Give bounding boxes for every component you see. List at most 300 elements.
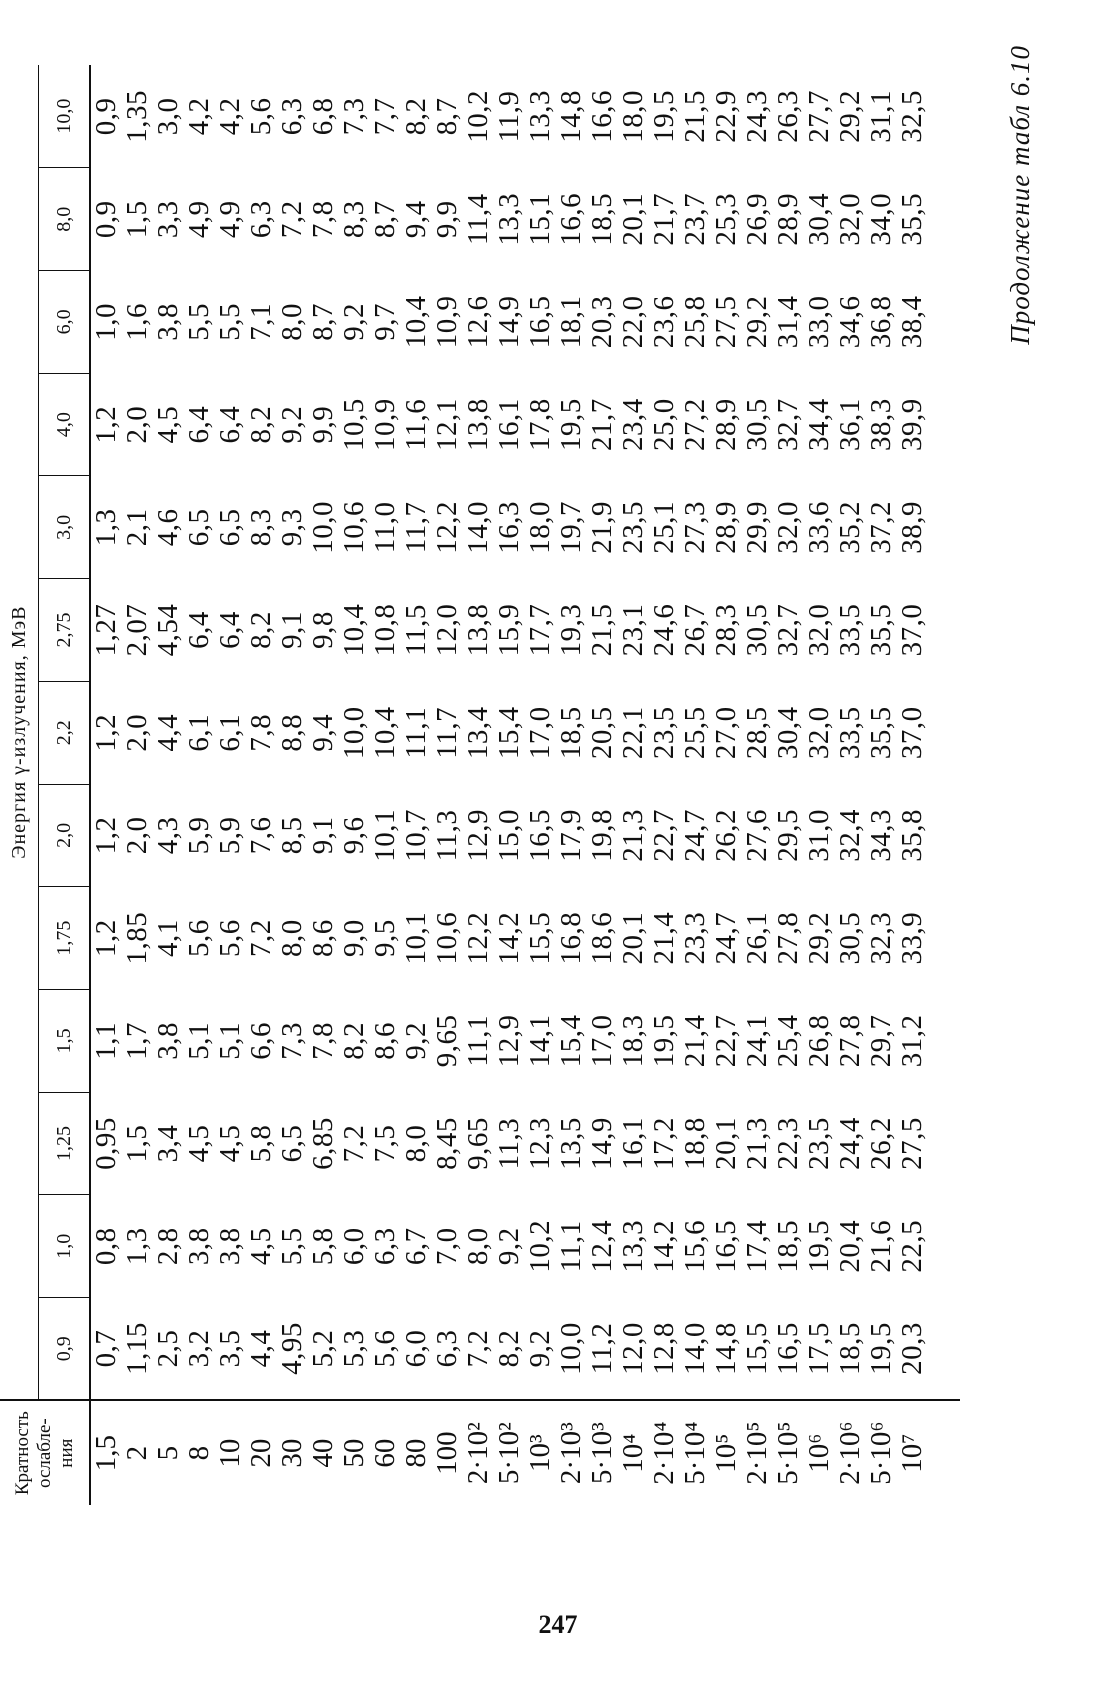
table-cell: 14,0 [462, 500, 494, 554]
table-cell: 14,2 [648, 1219, 680, 1273]
table-cell: 9,5 [369, 919, 401, 957]
table-cell: 38,9 [896, 500, 928, 554]
table-cell: 33,5 [834, 706, 866, 760]
table-cell: 1,2 [90, 816, 122, 855]
table-cell: 8,0 [276, 303, 308, 341]
table-cell: 16,5 [524, 809, 556, 862]
row-header [0, 1400, 90, 1505]
table-cell: 18,8 [679, 1117, 711, 1170]
table-cell: 19,3 [555, 603, 587, 657]
row-label: 5·10² [493, 1422, 525, 1485]
table-cell: 26,7 [679, 603, 711, 657]
table-cell: 23,6 [648, 295, 680, 349]
value-column [90, 373, 960, 476]
table-cell: 10,6 [338, 500, 370, 554]
table-cell: 9,4 [400, 200, 432, 239]
table-cell: 1,85 [121, 911, 153, 965]
table-cell: 23,3 [679, 911, 711, 965]
table-cell: 4,5 [245, 1227, 277, 1266]
table-cell: 26,3 [772, 90, 804, 143]
table-cell: 18,0 [524, 500, 556, 554]
table-cell: 33,6 [803, 500, 835, 554]
table-cell: 25,3 [710, 192, 742, 246]
table-cell: 1,7 [121, 1021, 153, 1060]
table-cell: 6,8 [307, 97, 339, 136]
table-cell: 4,5 [152, 405, 184, 444]
table-cell: 5,5 [276, 1227, 308, 1266]
row-header-line: ослабле- [33, 1418, 55, 1489]
table-cell: 9,65 [462, 1117, 494, 1170]
table-cell: 7,8 [245, 713, 277, 752]
column-header-row [39, 65, 91, 1505]
table-cell: 8,2 [245, 405, 277, 444]
table-cell: 15,0 [493, 809, 525, 862]
table-cell: 30,5 [741, 603, 773, 657]
value-column [90, 989, 960, 1092]
table-cell: 1,2 [90, 405, 122, 444]
row-label: 5·10⁴ [679, 1421, 711, 1485]
table-cell: 5,3 [338, 1329, 370, 1368]
table-cell: 32,3 [865, 911, 897, 965]
table-cell: 17,0 [524, 706, 556, 760]
table-cell: 8,0 [462, 1227, 494, 1266]
table-cell: 34,3 [865, 809, 897, 862]
row-label: 8 [183, 1445, 215, 1461]
table-cell: 8,2 [338, 1021, 370, 1060]
table-cell: 7,8 [307, 1021, 339, 1060]
table-cell: 27,2 [679, 398, 711, 451]
table-cell: 9,7 [369, 303, 401, 341]
table-cell: 32,5 [896, 90, 928, 143]
table-cell: 18,5 [772, 1219, 804, 1273]
table-cell: 2,8 [152, 1227, 184, 1266]
table-cell: 10,9 [369, 398, 401, 451]
table-cell: 32,7 [772, 398, 804, 451]
table-cell: 37,2 [865, 500, 897, 554]
table-cell: 16,6 [586, 90, 618, 143]
table-cell: 4,1 [152, 919, 184, 957]
table-cell: 21,7 [586, 398, 618, 451]
value-column [90, 271, 960, 374]
table-cell: 26,1 [741, 911, 773, 965]
table-cell: 13,3 [524, 90, 556, 143]
table-cell: 24,7 [710, 911, 742, 965]
table-cell: 18,0 [617, 90, 649, 143]
table-cell: 32,0 [803, 706, 835, 760]
table-cell: 21,9 [586, 500, 618, 554]
table-cell: 19,5 [648, 1014, 680, 1068]
table-cell: 20,1 [710, 1117, 742, 1170]
table-cell: 17,8 [524, 398, 556, 451]
table-cell: 15,6 [679, 1219, 711, 1273]
table-cell: 17,7 [524, 603, 556, 657]
value-column [90, 168, 960, 271]
table-cell: 31,0 [803, 809, 835, 862]
table-cell: 19,5 [555, 398, 587, 451]
table-cell: 20,1 [617, 192, 649, 246]
table-cell: 7,2 [338, 1124, 370, 1163]
attenuation-table [0, 65, 960, 1505]
table-cell: 9,9 [431, 200, 463, 239]
table-cell: 24,1 [741, 1014, 773, 1068]
table-cell: 26,2 [865, 1117, 897, 1170]
table-cell: 28,3 [710, 603, 742, 657]
table-cell: 6,3 [431, 1329, 463, 1368]
table-cell: 6,1 [214, 713, 246, 752]
table-cell: 29,5 [772, 809, 804, 862]
table-cell: 3,8 [214, 1227, 246, 1266]
row-label: 2 [121, 1445, 153, 1461]
table-cell: 3,8 [183, 1227, 215, 1266]
table-cell: 5,9 [214, 816, 246, 855]
table-cell: 20,3 [586, 295, 618, 349]
value-column [90, 1298, 960, 1401]
table-cell: 6,3 [276, 97, 308, 136]
table-cell: 6,3 [245, 200, 277, 239]
table-cell: 8,2 [400, 97, 432, 136]
table-cell: 9,65 [431, 1014, 463, 1068]
table-cell: 4,2 [214, 97, 246, 136]
table-cell: 14,0 [679, 1322, 711, 1375]
table-cell: 31,1 [865, 90, 897, 143]
table-cell: 35,5 [865, 603, 897, 657]
table-cell: 6,0 [338, 1227, 370, 1266]
table-cell: 23,7 [679, 192, 711, 246]
table-cell: 10,4 [369, 706, 401, 760]
table-cell: 9,4 [307, 713, 339, 752]
table-cell: 12,9 [462, 809, 494, 862]
table-cell: 6,7 [400, 1227, 432, 1266]
row-label: 2·10² [462, 1422, 494, 1485]
table-cell: 20,3 [896, 1322, 928, 1375]
table-cell: 14,1 [524, 1014, 556, 1068]
table-cell: 18,5 [586, 192, 618, 246]
table-cell: 12,2 [462, 911, 494, 965]
table-cell: 22,7 [648, 809, 680, 862]
table-cell: 13,3 [617, 1219, 649, 1273]
table-cell: 11,3 [431, 809, 463, 862]
table-cell: 9,1 [276, 611, 308, 649]
table-cell: 8,3 [338, 200, 370, 239]
table-cell: 8,0 [276, 919, 308, 957]
table-cell: 1,3 [121, 1227, 153, 1266]
table-cell: 14,8 [555, 90, 587, 143]
table-cell: 15,1 [524, 192, 556, 246]
table-cell: 2,0 [121, 816, 153, 855]
table-cell: 9,2 [338, 303, 370, 341]
table-cell: 10,9 [431, 295, 463, 349]
table-cell: 1,5 [121, 1124, 153, 1163]
table-cell: 22,0 [617, 295, 649, 349]
table-cell: 20,4 [834, 1219, 866, 1273]
table-cell: 15,5 [741, 1322, 773, 1375]
table-cell: 1,2 [90, 713, 122, 752]
table-cell: 5,6 [369, 1329, 401, 1368]
table-cell: 7,2 [245, 919, 277, 957]
table-cell: 16,6 [555, 192, 587, 246]
table-cell: 3,0 [152, 97, 184, 136]
table-cell: 9,6 [338, 816, 370, 855]
table-cell: 19,5 [648, 90, 680, 143]
column-header: 1,5 [39, 989, 91, 1092]
table-cell: 9,2 [493, 1227, 525, 1266]
table-cell: 6,5 [214, 508, 246, 547]
table-cell: 35,8 [896, 809, 928, 862]
table-cell: 10,0 [307, 500, 339, 554]
table-cell: 8,7 [369, 200, 401, 239]
table-cell: 35,5 [896, 192, 928, 246]
table-cell: 34,6 [834, 295, 866, 349]
table-cell: 19,8 [586, 809, 618, 862]
column-header: 8,0 [39, 168, 91, 271]
table-cell: 1,2 [90, 919, 122, 957]
table-cell: 17,2 [648, 1117, 680, 1170]
table-cell: 30,5 [741, 398, 773, 451]
table-cell: 2,0 [121, 713, 153, 752]
table-cell: 21,4 [648, 911, 680, 965]
row-label: 5·10⁵ [772, 1421, 804, 1485]
value-column [90, 887, 960, 990]
table-cell: 32,7 [772, 603, 804, 657]
row-label: 10⁷ [896, 1433, 928, 1473]
value-column [90, 65, 960, 168]
table-cell: 29,2 [834, 90, 866, 143]
row-header-line: ния [55, 1438, 77, 1468]
table-cell: 7,3 [276, 1021, 308, 1060]
table-cell: 17,4 [741, 1219, 773, 1273]
table-cell: 1,0 [90, 303, 122, 341]
row-header-line: Кратность [11, 1411, 33, 1496]
row-label: 10³ [524, 1434, 556, 1472]
table-cell: 3,5 [214, 1329, 246, 1368]
table-cell: 11,6 [400, 398, 432, 451]
table-cell: 8,8 [276, 713, 308, 752]
table-cell: 2,1 [121, 508, 153, 547]
table-cell: 38,4 [896, 295, 928, 349]
column-header: 1,0 [39, 1195, 91, 1298]
table-cell: 32,0 [772, 500, 804, 554]
table-cell: 13,8 [462, 603, 494, 657]
table-cell: 12,8 [648, 1322, 680, 1375]
table-cell: 4,9 [183, 200, 215, 239]
table-cell: 24,7 [679, 809, 711, 862]
table-cell: 8,45 [431, 1117, 463, 1170]
table-cell: 1,3 [90, 508, 122, 547]
column-header: 0,9 [39, 1298, 91, 1401]
table-cell: 3,3 [152, 200, 184, 239]
table-cell: 26,8 [803, 1014, 835, 1068]
table-cell: 37,0 [896, 706, 928, 760]
table-cell: 8,2 [245, 611, 277, 649]
table-cell: 4,5 [183, 1124, 215, 1163]
table-cell: 25,8 [679, 295, 711, 349]
table-cell: 31,2 [896, 1014, 928, 1068]
table-cell: 14,8 [710, 1322, 742, 1375]
table-cell: 32,4 [834, 809, 866, 862]
table-cell: 6,85 [307, 1117, 339, 1170]
table-cell: 11,7 [431, 706, 463, 759]
table-cell: 21,5 [679, 90, 711, 143]
table-cell: 30,5 [834, 911, 866, 965]
table-cell: 13,4 [462, 706, 494, 760]
row-label: 2·10³ [555, 1422, 587, 1485]
value-column [90, 476, 960, 579]
table-cell: 26,2 [710, 809, 742, 862]
table-cell: 10,2 [462, 90, 494, 143]
table-cell: 11,7 [400, 501, 432, 554]
table-cell: 7,7 [369, 97, 401, 136]
table-cell: 34,4 [803, 398, 835, 451]
row-label: 20 [245, 1438, 277, 1468]
table-caption: Продолжение табл 6.10 [1005, 45, 1035, 345]
table-cell: 1,15 [121, 1322, 153, 1375]
table-cell: 27,3 [679, 500, 711, 554]
table-cell: 3,8 [152, 1021, 184, 1060]
table-cell: 26,9 [741, 192, 773, 246]
table-cell: 0,9 [90, 200, 122, 239]
table-cell: 17,5 [803, 1322, 835, 1375]
table-cell: 23,5 [803, 1117, 835, 1170]
table-cell: 8,0 [400, 1124, 432, 1163]
table-cell: 12,4 [586, 1219, 618, 1273]
table-cell: 21,4 [679, 1014, 711, 1068]
table-cell: 13,8 [462, 398, 494, 451]
table-cell: 18,6 [586, 911, 618, 965]
table-cell: 25,4 [772, 1014, 804, 1068]
table-cell: 23,5 [648, 706, 680, 760]
table-cell: 10,6 [431, 911, 463, 965]
table-cell: 6,3 [369, 1227, 401, 1266]
row-label: 40 [307, 1438, 339, 1468]
table-cell: 4,54 [152, 603, 184, 657]
table-cell: 10,5 [338, 398, 370, 451]
table-cell: 13,5 [555, 1117, 587, 1170]
row-label: 60 [369, 1438, 401, 1468]
table-cell: 31,4 [772, 295, 804, 349]
table-cell: 35,2 [834, 500, 866, 554]
value-column [90, 681, 960, 784]
table-cell: 10,0 [555, 1322, 587, 1375]
column-header: 3,0 [39, 476, 91, 579]
table-cell: 28,9 [710, 398, 742, 451]
table-cell: 5,6 [214, 919, 246, 957]
table-cell: 9,3 [276, 508, 308, 547]
column-header: 4,0 [39, 373, 91, 476]
table-cell: 4,2 [183, 97, 215, 136]
table-cell: 12,0 [617, 1322, 649, 1375]
table-cell: 3,8 [152, 303, 184, 341]
table-cell: 18,5 [834, 1322, 866, 1375]
table-cell: 10,1 [400, 911, 432, 965]
row-label: 2·10⁵ [741, 1421, 773, 1485]
table-cell: 11,9 [493, 90, 525, 143]
table-cell: 32,0 [803, 603, 835, 657]
table-cell: 38,3 [865, 398, 897, 451]
table-cell: 21,3 [617, 809, 649, 862]
table-cell: 37,0 [896, 603, 928, 657]
table-cell: 6,5 [183, 508, 215, 547]
table-cell: 35,5 [865, 706, 897, 760]
column-header: 1,25 [39, 1092, 91, 1195]
column-header: 2,2 [39, 681, 91, 784]
table-cell: 22,5 [896, 1219, 928, 1273]
table-cell: 25,5 [679, 706, 711, 760]
table-cell: 7,3 [338, 97, 370, 136]
table-cell: 9,0 [338, 919, 370, 957]
table-cell: 10,7 [400, 809, 432, 862]
table-cell: 17,9 [555, 809, 587, 862]
table-cell: 21,6 [865, 1219, 897, 1273]
column-header: 2,75 [39, 579, 91, 682]
table-cell: 15,4 [493, 706, 525, 760]
table-cell: 7,2 [462, 1329, 494, 1368]
table-cell: 30,4 [803, 192, 835, 246]
table-cell: 10,0 [338, 706, 370, 760]
table-cell: 16,1 [493, 398, 525, 451]
table-cell: 30,4 [772, 706, 804, 760]
table-cell: 11,5 [400, 604, 432, 656]
table-cell: 5,6 [245, 97, 277, 136]
table-cell: 7,0 [431, 1227, 463, 1266]
table-cell: 12,3 [524, 1117, 556, 1170]
table-cell: 4,4 [245, 1329, 277, 1368]
table-cell: 10,4 [400, 295, 432, 349]
table-cell: 4,4 [152, 713, 184, 752]
table-cell: 12,2 [431, 500, 463, 554]
table-cell: 12,1 [431, 398, 463, 451]
row-label: 10⁶ [803, 1433, 835, 1473]
table-cell: 27,6 [741, 809, 773, 862]
value-column [90, 1195, 960, 1298]
table-cell: 27,8 [834, 1014, 866, 1068]
table-cell: 9,1 [307, 816, 339, 855]
table-cell: 29,2 [803, 911, 835, 965]
table-cell: 22,9 [710, 90, 742, 143]
table-cell: 22,1 [617, 706, 649, 760]
column-header: 10,0 [39, 65, 91, 168]
column-header: 2,0 [39, 784, 91, 887]
table-cell: 5,8 [245, 1124, 277, 1163]
table-cell: 3,4 [152, 1124, 184, 1163]
table-cell: 1,5 [121, 200, 153, 239]
table-cell: 18,5 [555, 706, 587, 760]
table-cell: 8,2 [493, 1329, 525, 1368]
table-cell: 1,35 [121, 90, 153, 143]
table-cell: 8,7 [431, 97, 463, 136]
table-cell: 5,1 [214, 1021, 246, 1060]
table-cell: 23,1 [617, 603, 649, 657]
table-cell: 39,9 [896, 398, 928, 451]
table-cell: 7,5 [369, 1124, 401, 1163]
table-cell: 6,0 [400, 1329, 432, 1368]
table-cell: 6,5 [276, 1124, 308, 1163]
table-cell: 1,6 [121, 303, 153, 341]
table-cell: 18,1 [555, 295, 587, 349]
table-cell: 4,95 [276, 1322, 308, 1375]
value-column [90, 579, 960, 682]
row-label: 5·10⁶ [865, 1421, 897, 1485]
table-cell: 9,2 [524, 1329, 556, 1368]
table-cell: 7,8 [307, 200, 339, 239]
row-label: 1,5 [90, 1435, 122, 1472]
table-cell: 22,3 [772, 1117, 804, 1170]
table-cell: 10,8 [369, 603, 401, 657]
table-cell: 14,9 [493, 295, 525, 349]
table-cell: 0,7 [90, 1329, 122, 1368]
table-cell: 7,1 [245, 303, 277, 341]
table-cell: 17,0 [586, 1014, 618, 1068]
row-label: 100 [431, 1431, 463, 1475]
